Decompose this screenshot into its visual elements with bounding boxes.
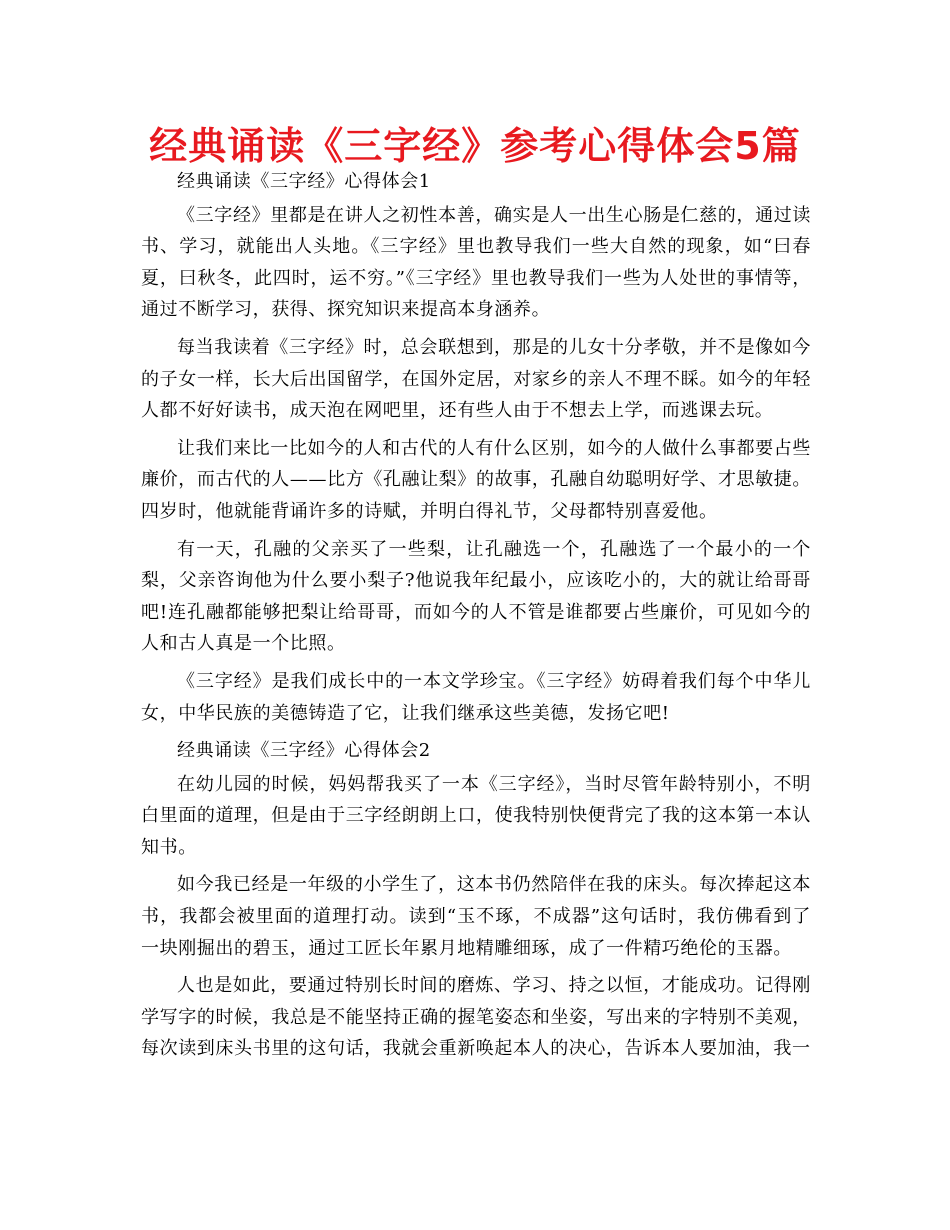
document-body <box>141 166 811 1071</box>
body-paragraph: 如今我已经是一年级的小学生了，这本书仍然陪伴在我的床头。每次捧起这本书，我都会被里面的道理打动。读到“玉不琢，不成器”这句话时，我仿佛看到了一块刚掘出的碧玉，通过工匠长年累月地精雕细琢，成了一件精巧绝伦的玉器。 <box>141 874 811 959</box>
body-paragraph: 人也是如此，要通过特别长时间的磨炼、学习、持之以恒，才能成功。记得刚学写字的时候，我总是不能坚持正确的握笔姿态和坐姿，写出来的字特别不美观，每次读到床头书里的这句话，我就会重新唤起本人的决心，告诉本人要加油，我一 <box>141 975 811 1060</box>
section-heading: 经典诵读《三字经》心得体会1 <box>177 171 431 192</box>
body-paragraph: 每当我读着《三字经》时，总会联想到，那是的儿女十分孝敬，并不是像如今的子女一样，长大后出国留学，在国外定居，对家乡的亲人不理不睬。如今的年轻人都不好好读书，成天泡在网吧里，还有些人由于不想去上学，而逃课去玩。 <box>141 336 811 422</box>
section-heading: 经典诵读《三字经》心得体会2 <box>177 740 431 762</box>
body-paragraph: 让我们来比一比如今的人和古代的人有什么区别，如今的人做什么事都要占些廉价，而古代的人——比方《孔融让梨》的故事，孔融自幼聪明好学、才思敏捷。四岁时，他就能背诵许多的诗赋，并明白得礼节，父母都特别喜爱他。 <box>141 437 811 522</box>
document-title: 经典诵读《三字经》参考心得体会5篇 <box>149 124 801 168</box>
body-paragraph: 有一天，孔融的父亲买了一些梨，让孔融选一个，孔融选了一个最小的一个梨，父亲咨询他为什么要小梨子?他说我年纪最小，应该吃小的，大的就让给哥哥吧!连孔融都能够把梨让给哥哥，而如今的人不管是谁都要占些廉价，可见如今的人和古人真是一个比照。 <box>141 538 811 655</box>
body-paragraph: 《三字经》是我们成长中的一本文学珍宝。《三字经》妨碍着我们每个中华儿女，中华民族的美德铸造了它，让我们继承这些美德，发扬它吧! <box>141 670 811 724</box>
body-paragraph: 在幼儿园的时候，妈妈帮我买了一本《三字经》，当时尽管年龄特别小，不明白里面的道理，但是由于三字经朗朗上口，使我特别快便背完了我的这本第一本认知书。 <box>141 773 811 858</box>
body-paragraph: 《三字经》里都是在讲人之初性本善，确实是人一出生心肠是仁慈的，通过读书、学习，就能出人头地。《三字经》里也教导我们一些大自然的现象，如“曰春夏，曰秋冬，此四时，运不穷。”《三字经》里也教导我们一些为人处世的事情等，通过不断学习，获得、探究知识来提高本身涵养。 <box>141 204 811 321</box>
